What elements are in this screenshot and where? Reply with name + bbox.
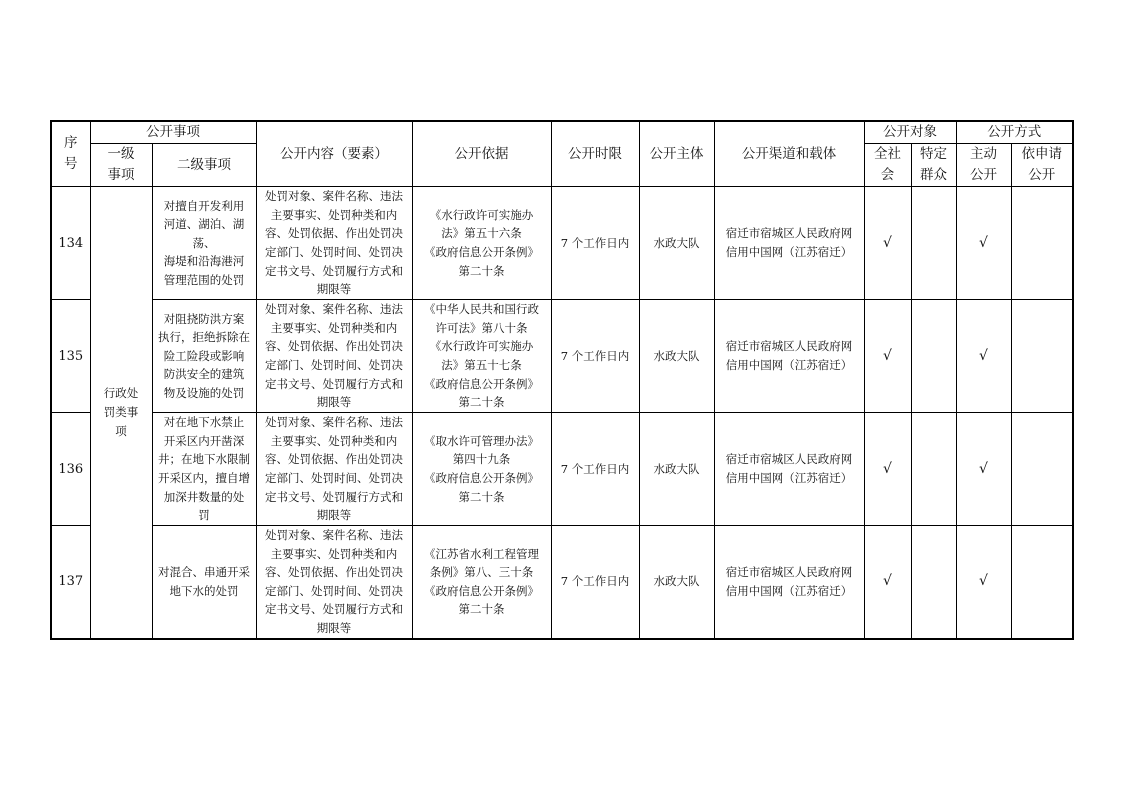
row-subject: 水政大队 bbox=[639, 413, 714, 526]
table-row bbox=[51, 413, 1073, 526]
table-row bbox=[51, 300, 1073, 413]
subject-header: 公开主体 bbox=[639, 121, 714, 187]
row-time-limit: 7 个工作日内 bbox=[551, 526, 639, 639]
row-channel: 宿迁市宿城区人民政府网 信用中国网（江苏宿迁） bbox=[714, 300, 864, 413]
method-active-header: 主动 公开 bbox=[956, 144, 1011, 187]
row-method-active: √ bbox=[956, 187, 1011, 300]
row-seq: 134 bbox=[51, 187, 90, 300]
row-basis: 《水行政许可实施办 法》第五十六条 《政府信息公开条例》 第二十条 bbox=[412, 187, 551, 300]
audience-all-header: 全社 会 bbox=[864, 144, 911, 187]
table-row bbox=[51, 526, 1073, 639]
row-time-limit: 7 个工作日内 bbox=[551, 413, 639, 526]
row-level2: 对在地下水禁止 开采区内开凿深 井；在地下水限制 开采区内，擅自增 加深井数量的处 罚 bbox=[152, 413, 256, 526]
seq-header: 序 号 bbox=[51, 121, 90, 187]
row-method-active: √ bbox=[956, 526, 1011, 639]
row-content: 处罚对象、案件名称、违法 主要事实、处罚种类和内 容、处罚依据、作出处罚决 定部门、处罚时间、处罚决 定书文号、处罚履行方式和 期限等 bbox=[256, 413, 412, 526]
row-channel: 宿迁市宿城区人民政府网 信用中国网（江苏宿迁） bbox=[714, 187, 864, 300]
row-method-request bbox=[1011, 526, 1073, 639]
channel-header: 公开渠道和载体 bbox=[714, 121, 864, 187]
row-level2: 对混合、串通开采 地下水的处罚 bbox=[152, 526, 256, 639]
row-channel: 宿迁市宿城区人民政府网 信用中国网（江苏宿迁） bbox=[714, 413, 864, 526]
content-header: 公开内容（要素） bbox=[256, 121, 412, 187]
row-method-active: √ bbox=[956, 300, 1011, 413]
row-seq: 135 bbox=[51, 300, 90, 413]
row-audience-specific bbox=[911, 526, 956, 639]
disclosure-table bbox=[50, 120, 1074, 640]
row-subject: 水政大队 bbox=[639, 526, 714, 639]
header-row-1 bbox=[51, 121, 1073, 144]
row-channel: 宿迁市宿城区人民政府网 信用中国网（江苏宿迁） bbox=[714, 526, 864, 639]
row-audience-all: √ bbox=[864, 413, 911, 526]
row-audience-specific bbox=[911, 413, 956, 526]
row-basis: 《江苏省水利工程管理 条例》第八、三十条 《政府信息公开条例》 第二十条 bbox=[412, 526, 551, 639]
row-content: 处罚对象、案件名称、违法 主要事实、处罚种类和内 容、处罚依据、作出处罚决 定部门、处罚时间、处罚决 定书文号、处罚履行方式和 期限等 bbox=[256, 526, 412, 639]
level2-header: 二级事项 bbox=[152, 144, 256, 187]
row-content: 处罚对象、案件名称、违法 主要事实、处罚种类和内 容、处罚依据、作出处罚决 定部门、处罚时间、处罚决 定书文号、处罚履行方式和 期限等 bbox=[256, 300, 412, 413]
time-limit-header: 公开时限 bbox=[551, 121, 639, 187]
method-group-header: 公开方式 bbox=[956, 121, 1073, 144]
items-group-header: 公开事项 bbox=[90, 121, 256, 144]
row-time-limit: 7 个工作日内 bbox=[551, 187, 639, 300]
row-audience-all: √ bbox=[864, 526, 911, 639]
row-method-request bbox=[1011, 300, 1073, 413]
row-audience-all: √ bbox=[864, 300, 911, 413]
row-seq: 136 bbox=[51, 413, 90, 526]
level1-header: 一级 事项 bbox=[90, 144, 152, 187]
row-content: 处罚对象、案件名称、违法 主要事实、处罚种类和内 容、处罚依据、作出处罚决 定部门、处罚时间、处罚决 定书文号、处罚履行方式和 期限等 bbox=[256, 187, 412, 300]
audience-specific-header: 特定 群众 bbox=[911, 144, 956, 187]
audience-group-header: 公开对象 bbox=[864, 121, 956, 144]
row-seq: 137 bbox=[51, 526, 90, 639]
basis-header: 公开依据 bbox=[412, 121, 551, 187]
row-method-request bbox=[1011, 413, 1073, 526]
row-method-active: √ bbox=[956, 413, 1011, 526]
table-row bbox=[51, 187, 1073, 300]
row-audience-all: √ bbox=[864, 187, 911, 300]
method-request-header: 依申请 公开 bbox=[1011, 144, 1073, 187]
row-level2: 对擅自开发利用 河道、湖泊、湖荡、 海堤和沿海港河 管理范围的处罚 bbox=[152, 187, 256, 300]
row-time-limit: 7 个工作日内 bbox=[551, 300, 639, 413]
row-subject: 水政大队 bbox=[639, 187, 714, 300]
row-level2: 对阻挠防洪方案 执行，拒绝拆除在 险工险段或影响 防洪安全的建筑 物及设施的处罚 bbox=[152, 300, 256, 413]
row-basis: 《取水许可管理办法》 第四十九条 《政府信息公开条例》 第二十条 bbox=[412, 413, 551, 526]
row-audience-specific bbox=[911, 300, 956, 413]
level1-item: 行政处 罚类事 项 bbox=[90, 187, 152, 639]
row-subject: 水政大队 bbox=[639, 300, 714, 413]
row-basis: 《中华人民共和国行政 许可法》第八十条 《水行政许可实施办 法》第五十七条 《政府信息公开条例》 第二十条 bbox=[412, 300, 551, 413]
row-method-request bbox=[1011, 187, 1073, 300]
row-audience-specific bbox=[911, 187, 956, 300]
